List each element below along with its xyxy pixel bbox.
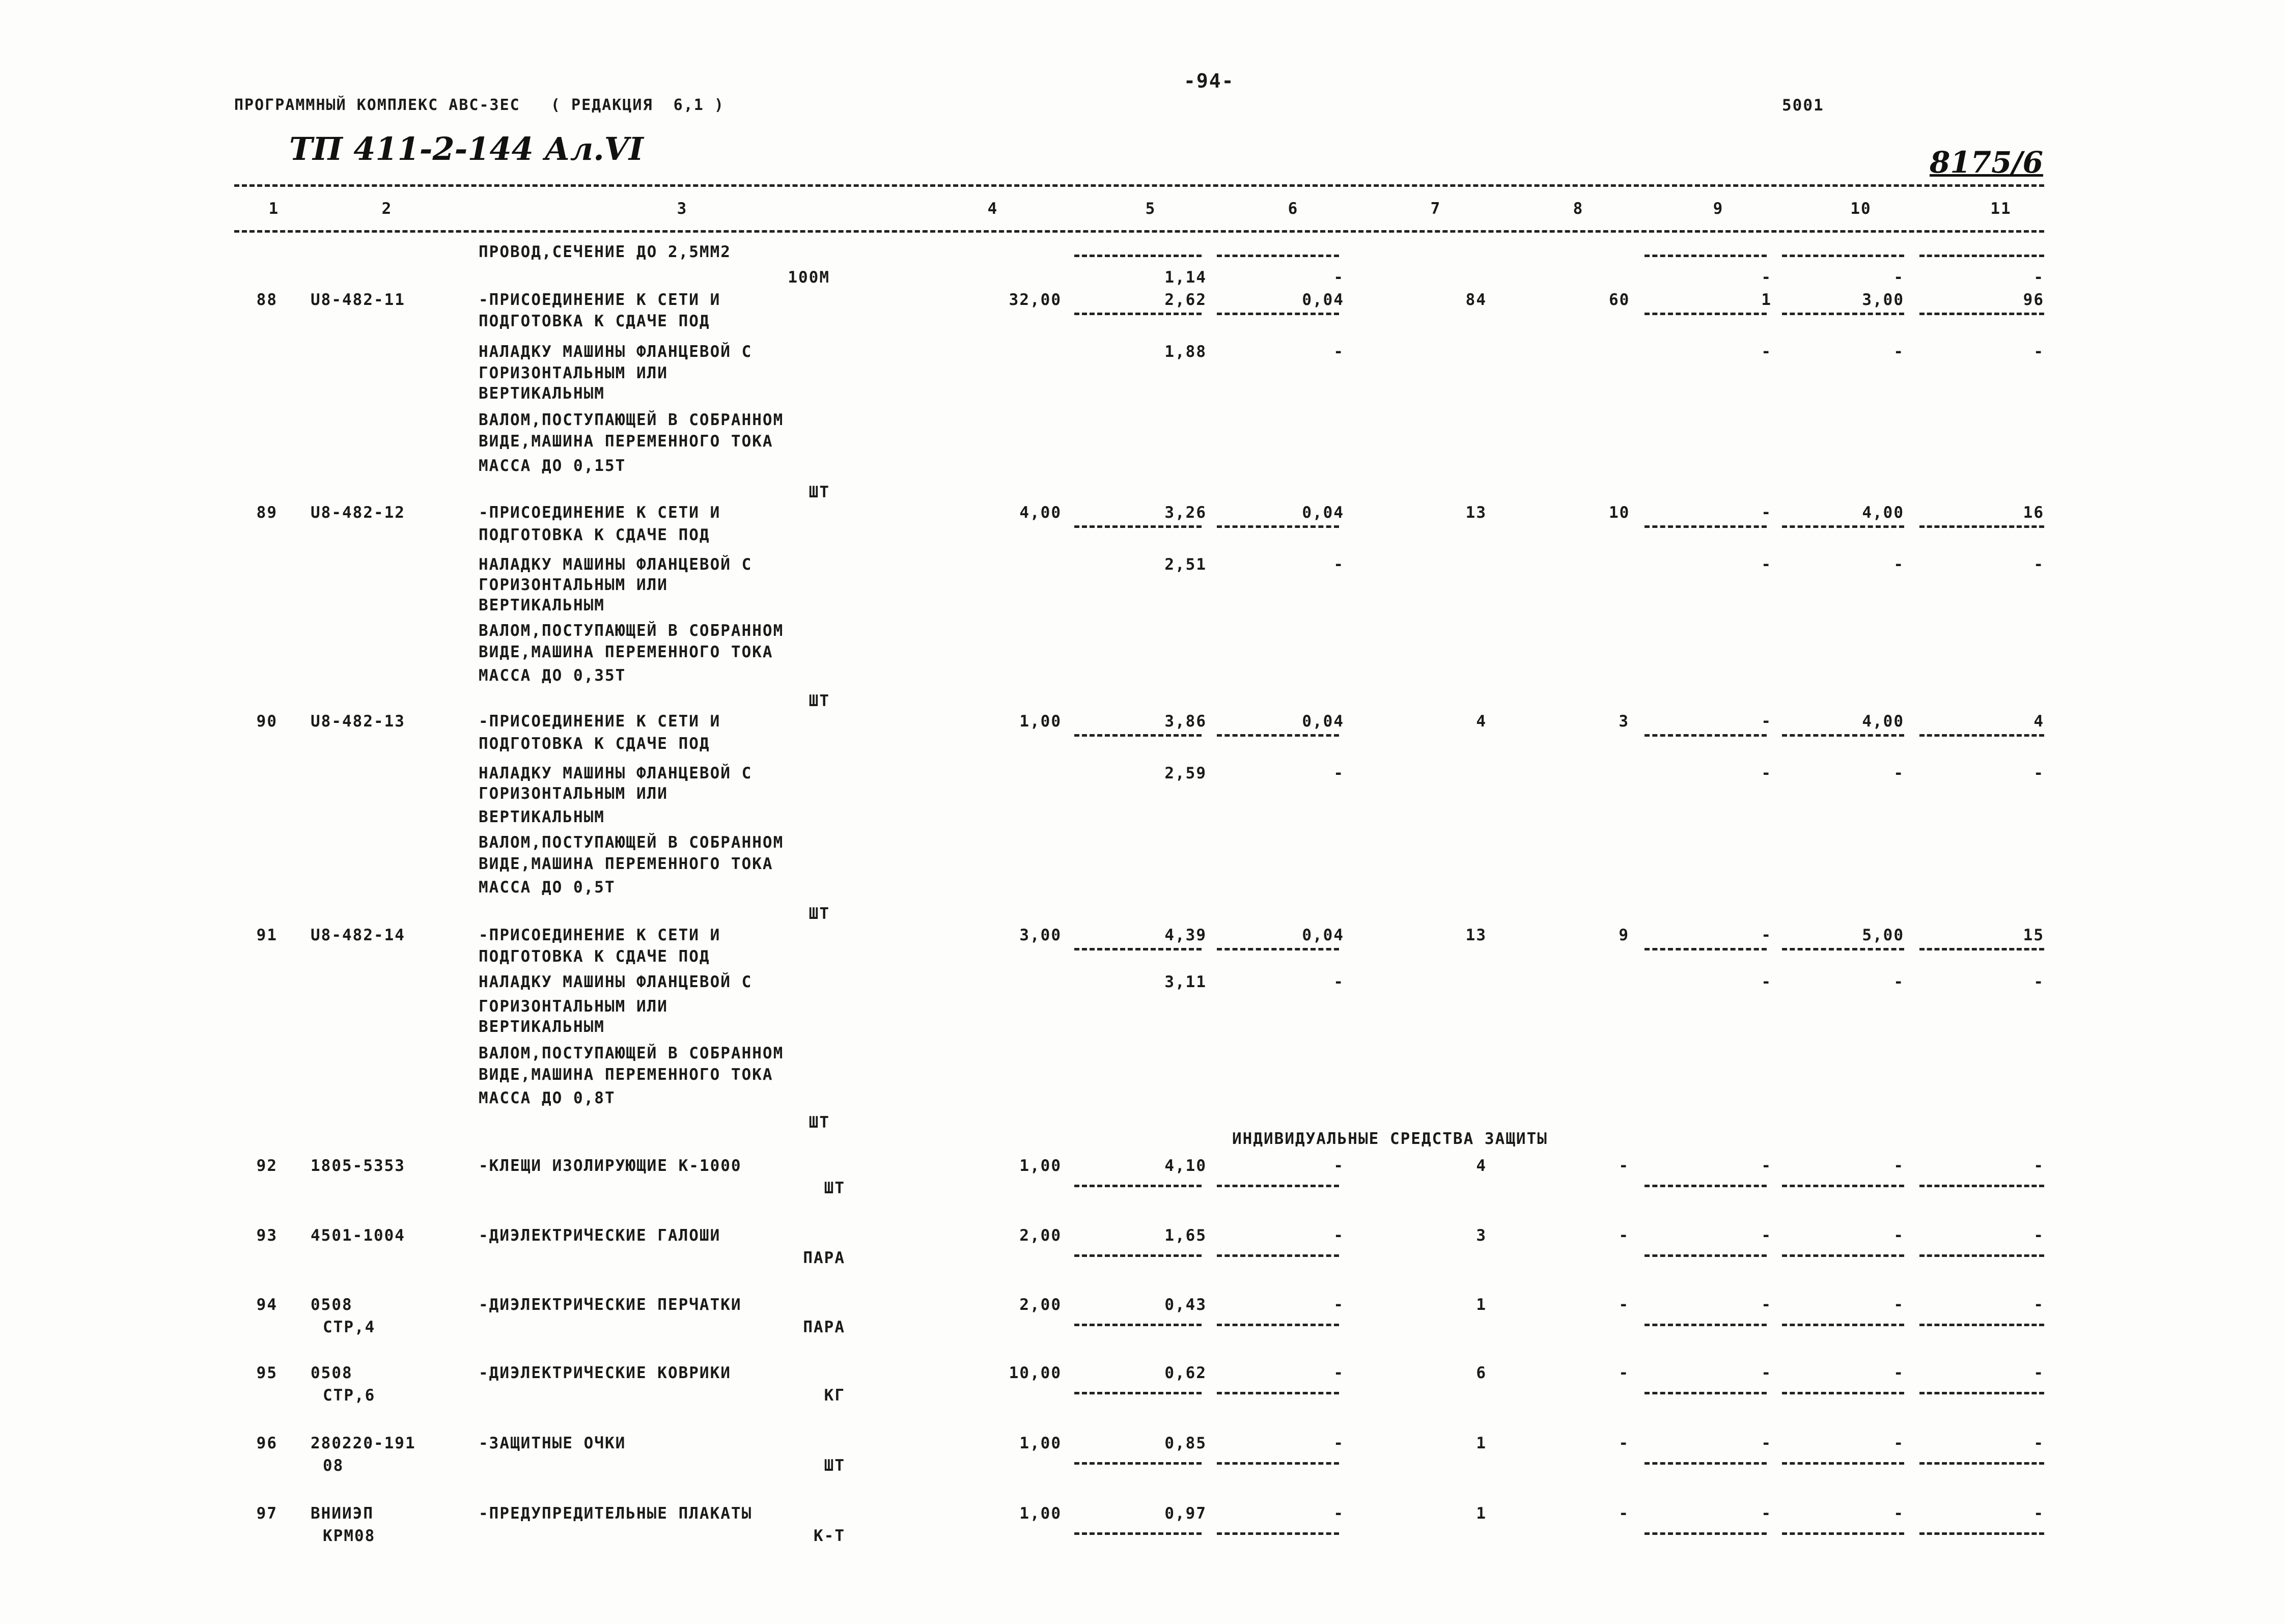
cell-separator-c10 (1782, 1185, 1904, 1187)
program-title: ПРОГРАММНЫЙ КОМПЛЕКС АВС-ЗЕС ( РЕДАКЦИЯ 6,1 ) (234, 96, 724, 114)
cell-c11: - (2033, 1226, 2044, 1245)
cell-c5: 2,51 (1164, 555, 1207, 574)
norm-code: U8-482-12 (311, 503, 405, 522)
section-title: ИНДИВИДУАЛЬНЫЕ СРЕДСТВА ЗАЩИТЫ (1232, 1130, 1548, 1148)
cell-separator-c11 (1919, 1254, 2044, 1257)
cell-c10: 4,00 (1862, 503, 1904, 522)
cell-c10: - (1893, 1157, 1904, 1175)
row-number: 92 (256, 1157, 277, 1175)
cell-c4: 3,00 (1019, 926, 1062, 944)
item-description: ГОРИЗОНТАЛЬНЫМ ИЛИ (479, 997, 668, 1016)
cell-separator-c5 (1074, 734, 1202, 737)
cell-c6: - (1333, 1157, 1344, 1175)
cell-separator-c6 (1217, 1532, 1339, 1535)
cell-c4: 1,00 (1019, 1157, 1062, 1175)
cell-c4: 4,00 (1019, 503, 1062, 522)
norm-code-ref: СТР,6 (323, 1386, 376, 1405)
cell-c7: 4 (1476, 712, 1487, 731)
cell-c11: 15 (2023, 926, 2044, 944)
norm-code: 0508 (311, 1364, 353, 1382)
item-description: НАЛАДКУ МАШИНЫ ФЛАНЦЕВОЙ С (479, 343, 753, 361)
unit-label: ШТ (809, 483, 830, 501)
cell-c11: - (2033, 555, 2044, 574)
cell-c10: 5,00 (1862, 926, 1904, 944)
item-description: ВЕРТИКАЛЬНЫМ (479, 596, 605, 614)
cell-c10: - (1893, 973, 1904, 991)
cell-c5: 4,39 (1164, 926, 1207, 944)
cell-c6: - (1333, 1434, 1344, 1452)
cell-c10: 4,00 (1862, 712, 1904, 731)
item-description: МАССА ДО 0,5Т (479, 878, 616, 897)
cell-separator-c9 (1645, 1185, 1767, 1187)
cell-c9: - (1761, 764, 1772, 782)
cell-c6: 0,04 (1302, 503, 1344, 522)
cell-separator-c6 (1217, 948, 1339, 950)
cell-separator-c11 (1919, 734, 2044, 737)
unit-label: ШТ (809, 1113, 830, 1132)
cell-separator-c10 (1782, 255, 1904, 257)
row-number: 96 (256, 1434, 277, 1452)
cell-c7: 13 (1465, 503, 1487, 522)
cell-c5: 2,62 (1164, 291, 1207, 309)
item-description: НАЛАДКУ МАШИНЫ ФЛАНЦЕВОЙ С (479, 555, 753, 574)
row-number: 90 (256, 712, 277, 731)
cell-separator-c5 (1074, 1254, 1202, 1257)
cell-separator-c11 (1919, 525, 2044, 528)
cell-c10: - (1893, 764, 1904, 782)
cell-separator-c9 (1645, 1392, 1767, 1394)
cell-separator-c10 (1782, 1532, 1904, 1535)
item-description: -КЛЕЩИ ИЗОЛИРУЮЩИЕ К-1000 (479, 1157, 742, 1175)
cell-c10: - (1893, 1296, 1904, 1314)
cell-separator-c6 (1217, 734, 1339, 737)
cell-c5: 1,14 (1164, 268, 1207, 287)
cell-c9: - (1761, 926, 1772, 944)
cell-c9: - (1761, 1157, 1772, 1175)
item-description: -ЗАЩИТНЫЕ ОЧКИ (479, 1434, 626, 1452)
cell-separator-c11 (1919, 948, 2044, 950)
cell-separator-c10 (1782, 1254, 1904, 1257)
cell-c10: - (1893, 268, 1904, 287)
item-description: ВИДЕ,МАШИНА ПЕРЕМЕННОГО ТОКА (479, 643, 773, 661)
handwritten-reference: 8175/6 (1930, 145, 2043, 180)
column-header-3: 3 (677, 200, 688, 218)
cell-c6: - (1333, 1296, 1344, 1314)
cell-separator-c10 (1782, 313, 1904, 315)
cell-separator-c6 (1217, 255, 1339, 257)
norm-code: ВНИИЭП (311, 1504, 374, 1523)
cell-c11: - (2033, 268, 2044, 287)
item-description: ГОРИЗОНТАЛЬНЫМ ИЛИ (479, 785, 668, 803)
cell-separator-c9 (1645, 948, 1767, 950)
cell-c10: - (1893, 343, 1904, 361)
cell-separator-c5 (1074, 255, 1202, 257)
norm-code: 280220-191 (311, 1434, 416, 1452)
cell-c9: - (1761, 555, 1772, 574)
item-description: ВЕРТИКАЛЬНЫМ (479, 384, 605, 403)
header-rule-bottom (234, 230, 2044, 233)
cell-c5: 2,59 (1164, 764, 1207, 782)
header-rule-top (234, 184, 2044, 187)
column-header-5: 5 (1145, 200, 1156, 218)
cell-c6: - (1333, 1504, 1344, 1523)
cell-c5: 0,43 (1164, 1296, 1207, 1314)
cell-c9: - (1761, 1364, 1772, 1382)
cell-c6: - (1333, 764, 1344, 782)
cell-c11: - (2033, 973, 2044, 991)
cell-c9: - (1761, 1296, 1772, 1314)
item-description: НАЛАДКУ МАШИНЫ ФЛАНЦЕВОЙ С (479, 764, 753, 782)
item-description: ГОРИЗОНТАЛЬНЫМ ИЛИ (479, 364, 668, 382)
cell-c5: 3,86 (1164, 712, 1207, 731)
item-description: ВЕРТИКАЛЬНЫМ (479, 808, 605, 826)
item-description: ВИДЕ,МАШИНА ПЕРЕМЕННОГО ТОКА (479, 1066, 773, 1084)
cell-c11: 4 (2033, 712, 2044, 731)
item-description: ПОДГОТОВКА К СДАЧЕ ПОД (479, 735, 710, 753)
cell-separator-c5 (1074, 948, 1202, 950)
cell-separator-c11 (1919, 1532, 2044, 1535)
handwritten-project-number: ТП 411-2-144 Ал.VI (289, 130, 644, 167)
cell-c8: - (1619, 1157, 1629, 1175)
cell-separator-c11 (1919, 1185, 2044, 1187)
page-number: -94- (1184, 70, 1235, 92)
item-description: ГОРИЗОНТАЛЬНЫМ ИЛИ (479, 576, 668, 594)
cell-separator-c9 (1645, 1462, 1767, 1465)
cell-c7: 3 (1476, 1226, 1487, 1245)
cell-c8: 9 (1619, 926, 1629, 944)
cell-separator-c10 (1782, 948, 1904, 950)
cell-separator-c5 (1074, 1185, 1202, 1187)
row-number: 88 (256, 291, 277, 309)
cell-c8: 60 (1609, 291, 1630, 309)
cell-separator-c9 (1645, 1254, 1767, 1257)
cell-c11: - (2033, 1364, 2044, 1382)
cell-c10: - (1893, 1364, 1904, 1382)
cell-c11: 16 (2023, 503, 2044, 522)
row-number: 97 (256, 1504, 277, 1523)
cell-c6: - (1333, 268, 1344, 287)
cell-c11: - (2033, 1157, 2044, 1175)
cell-c8: - (1619, 1504, 1629, 1523)
item-description: ВИДЕ,МАШИНА ПЕРЕМЕННОГО ТОКА (479, 432, 773, 451)
column-header-7: 7 (1430, 200, 1441, 218)
cell-c5: 0,62 (1164, 1364, 1207, 1382)
item-description: -ПРЕДУПРЕДИТЕЛЬНЫЕ ПЛАКАТЫ (479, 1504, 753, 1523)
cell-separator-c9 (1645, 313, 1767, 315)
cell-c4: 2,00 (1019, 1226, 1062, 1245)
cell-c9: - (1761, 1504, 1772, 1523)
cell-separator-c5 (1074, 1462, 1202, 1465)
cell-c5: 0,97 (1164, 1504, 1207, 1523)
cell-c9: - (1761, 343, 1772, 361)
row-number: 89 (256, 503, 277, 522)
cell-separator-c6 (1217, 1462, 1339, 1465)
cell-separator-c9 (1645, 734, 1767, 737)
item-description: ПОДГОТОВКА К СДАЧЕ ПОД (479, 526, 710, 544)
cell-c4: 1,00 (1019, 712, 1062, 731)
row-number: 91 (256, 926, 277, 944)
cell-separator-c9 (1645, 525, 1767, 528)
cell-c9: 1 (1761, 291, 1772, 309)
column-header-9: 9 (1713, 200, 1724, 218)
cell-separator-c6 (1217, 1324, 1339, 1326)
cell-separator-c5 (1074, 1324, 1202, 1326)
column-header-11: 11 (1990, 200, 2012, 218)
item-description: ВИДЕ,МАШИНА ПЕРЕМЕННОГО ТОКА (479, 855, 773, 873)
norm-code-ref: 08 (323, 1457, 344, 1475)
norm-code-ref: КРМ08 (323, 1527, 376, 1545)
unit-label: ШТ (824, 1457, 845, 1475)
cell-separator-c5 (1074, 313, 1202, 315)
row-number: 93 (256, 1226, 277, 1245)
item-description: ПРОВОД,СЕЧЕНИЕ ДО 2,5ММ2 (479, 243, 731, 261)
item-description: ВАЛОМ,ПОСТУПАЮЩЕЙ В СОБРАННОМ (479, 833, 784, 852)
cell-c8: - (1619, 1364, 1629, 1382)
column-header-4: 4 (987, 200, 998, 218)
cell-c9: - (1761, 268, 1772, 287)
unit-label: ШТ (809, 692, 830, 710)
cell-c7: 84 (1465, 291, 1487, 309)
cell-separator-c9 (1645, 255, 1767, 257)
column-header-10: 10 (1850, 200, 1872, 218)
cell-separator-c11 (1919, 1324, 2044, 1326)
cell-c6: - (1333, 343, 1344, 361)
cell-c9: - (1761, 503, 1772, 522)
cell-c6: - (1333, 973, 1344, 991)
cell-separator-c6 (1217, 525, 1339, 528)
item-description: МАССА ДО 0,15Т (479, 457, 626, 475)
item-description: -ДИЭЛЕКТРИЧЕСКИЕ ПЕРЧАТКИ (479, 1296, 742, 1314)
cell-separator-c6 (1217, 1392, 1339, 1394)
cell-c10: - (1893, 1434, 1904, 1452)
cell-separator-c6 (1217, 1254, 1339, 1257)
cell-separator-c6 (1217, 313, 1339, 315)
item-description: МАССА ДО 0,8Т (479, 1089, 616, 1107)
column-header-1: 1 (268, 200, 280, 218)
cell-c5: 1,65 (1164, 1226, 1207, 1245)
cell-c7: 4 (1476, 1157, 1487, 1175)
item-description: -ДИЭЛЕКТРИЧЕСКИЕ ГАЛОШИ (479, 1226, 721, 1245)
cell-c4: 1,00 (1019, 1434, 1062, 1452)
cell-c11: - (2033, 1434, 2044, 1452)
cell-c5: 3,11 (1164, 973, 1207, 991)
cell-c4: 2,00 (1019, 1296, 1062, 1314)
norm-code: 0508 (311, 1296, 353, 1314)
item-description: -ПРИСОЕДИНЕНИЕ К СЕТИ И (479, 926, 721, 944)
cell-c9: - (1761, 712, 1772, 731)
norm-code-ref: СТР,4 (323, 1318, 376, 1336)
cell-separator-c5 (1074, 1392, 1202, 1394)
norm-code: 1805-5353 (311, 1157, 405, 1175)
cell-c6: - (1333, 1226, 1344, 1245)
item-description: ПОДГОТОВКА К СДАЧЕ ПОД (479, 312, 710, 330)
unit-label: ШТ (824, 1179, 845, 1197)
cell-c6: - (1333, 555, 1344, 574)
cell-separator-c10 (1782, 1462, 1904, 1465)
column-header-8: 8 (1573, 200, 1584, 218)
norm-code: U8-482-14 (311, 926, 405, 944)
item-description: -ДИЭЛЕКТРИЧЕСКИЕ КОВРИКИ (479, 1364, 731, 1382)
column-header-2: 2 (381, 200, 393, 218)
unit-label: 100М (788, 268, 830, 287)
item-description: ВАЛОМ,ПОСТУПАЮЩЕЙ В СОБРАННОМ (479, 411, 784, 429)
cell-c9: - (1761, 973, 1772, 991)
item-description: ВЕРТИКАЛЬНЫМ (479, 1018, 605, 1036)
cell-c4: 32,00 (1009, 291, 1062, 309)
cell-c8: - (1619, 1434, 1629, 1452)
cell-separator-c11 (1919, 313, 2044, 315)
item-description: НАЛАДКУ МАШИНЫ ФЛАНЦЕВОЙ С (479, 973, 753, 991)
cell-c7: 1 (1476, 1434, 1487, 1452)
cell-separator-c11 (1919, 255, 2044, 257)
cell-c6: 0,04 (1302, 926, 1344, 944)
cell-c4: 1,00 (1019, 1504, 1062, 1523)
cell-c10: - (1893, 1504, 1904, 1523)
norm-code: U8-482-11 (311, 291, 405, 309)
cell-c5: 3,26 (1164, 503, 1207, 522)
cell-separator-c10 (1782, 734, 1904, 737)
item-description: -ПРИСОЕДИНЕНИЕ К СЕТИ И (479, 503, 721, 522)
cell-c9: - (1761, 1434, 1772, 1452)
cell-c7: 13 (1465, 926, 1487, 944)
cell-separator-c10 (1782, 525, 1904, 528)
cell-separator-c5 (1074, 525, 1202, 528)
norm-code: U8-482-13 (311, 712, 405, 731)
item-description: МАССА ДО 0,35Т (479, 666, 626, 685)
item-description: ВАЛОМ,ПОСТУПАЮЩЕЙ В СОБРАННОМ (479, 1044, 784, 1062)
row-number: 95 (256, 1364, 277, 1382)
unit-label: К-Т (814, 1527, 845, 1545)
item-description: -ПРИСОЕДИНЕНИЕ К СЕТИ И (479, 291, 721, 309)
cell-c10: 3,00 (1862, 291, 1904, 309)
cell-separator-c9 (1645, 1532, 1767, 1535)
cell-c10: - (1893, 1226, 1904, 1245)
cell-c8: 3 (1619, 712, 1629, 731)
cell-c11: - (2033, 1296, 2044, 1314)
cell-separator-c9 (1645, 1324, 1767, 1326)
cell-separator-c5 (1074, 1532, 1202, 1535)
unit-label: ПАРА (803, 1318, 845, 1336)
cell-c7: 6 (1476, 1364, 1487, 1382)
cell-separator-c11 (1919, 1392, 2044, 1394)
unit-label: ПАРА (803, 1249, 845, 1267)
cell-c11: 96 (2023, 291, 2044, 309)
cell-c11: - (2033, 764, 2044, 782)
cell-c8: 10 (1609, 503, 1630, 522)
cell-c5: 4,10 (1164, 1157, 1207, 1175)
cell-c7: 1 (1476, 1296, 1487, 1314)
cell-c6: - (1333, 1364, 1344, 1382)
cell-separator-c10 (1782, 1392, 1904, 1394)
cell-separator-c11 (1919, 1462, 2044, 1465)
cell-c9: - (1761, 1226, 1772, 1245)
item-description: ВАЛОМ,ПОСТУПАЮЩЕЙ В СОБРАННОМ (479, 622, 784, 640)
norm-code: 4501-1004 (311, 1226, 405, 1245)
cell-c4: 10,00 (1009, 1364, 1062, 1382)
cell-c8: - (1619, 1296, 1629, 1314)
cell-separator-c10 (1782, 1324, 1904, 1326)
doc-code: 5001 (1782, 96, 1824, 115)
cell-separator-c6 (1217, 1185, 1339, 1187)
unit-label: КГ (824, 1386, 845, 1405)
cell-c8: - (1619, 1226, 1629, 1245)
cell-c11: - (2033, 343, 2044, 361)
row-number: 94 (256, 1296, 277, 1314)
cell-c11: - (2033, 1504, 2044, 1523)
item-description: -ПРИСОЕДИНЕНИЕ К СЕТИ И (479, 712, 721, 731)
column-header-6: 6 (1288, 200, 1299, 218)
cell-c6: 0,04 (1302, 712, 1344, 731)
cell-c5: 1,88 (1164, 343, 1207, 361)
cell-c6: 0,04 (1302, 291, 1344, 309)
cell-c10: - (1893, 555, 1904, 574)
unit-label: ШТ (809, 905, 830, 923)
item-description: ПОДГОТОВКА К СДАЧЕ ПОД (479, 947, 710, 966)
cell-c7: 1 (1476, 1504, 1487, 1523)
cell-c5: 0,85 (1164, 1434, 1207, 1452)
